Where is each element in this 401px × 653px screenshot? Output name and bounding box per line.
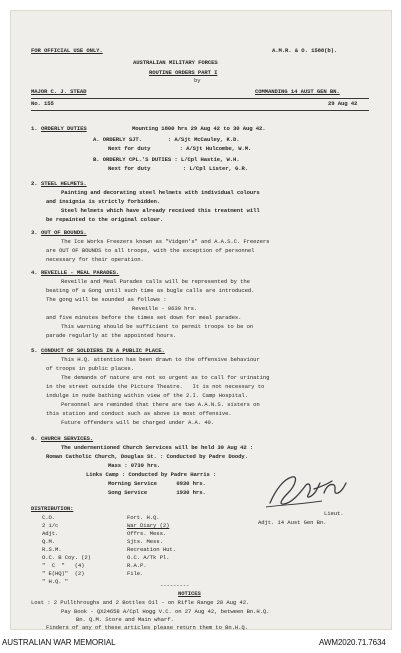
section-3-line: necessary for their operation. (46, 256, 144, 263)
section-1-title: ORDERLY DUTIES (41, 125, 87, 132)
notice-line: Pay Book - QX24658 A/Cpl Hogg V.C. on 27 Aug 42, between Bn.H.Q. (61, 608, 270, 615)
organisation-heading: AUSTRALIAN MILITARY FORCES (133, 59, 218, 66)
section-3-number: 3. (31, 229, 38, 236)
major-name: MAJOR C. J. STEAD (31, 88, 87, 95)
header-divider-2 (31, 110, 369, 111)
notices-title: NOTICES (178, 590, 201, 597)
section-2-line: Painting and decorating steel helmets with individual colours (61, 189, 260, 196)
distribution-left-item: Adjt. (42, 530, 59, 537)
distribution-left-item: 2 i/c (42, 522, 59, 529)
signature-rank: Lieut. (324, 510, 344, 517)
notice-line: Lost : 2 Pullthroughs and 2 Bottles Oil - on Rifle Range 28 Aug 42. (31, 599, 250, 606)
header-divider (31, 98, 369, 99)
section-5-title: CONDUCT OF SOLDIERS IN A PUBLIC PLACE. (41, 347, 165, 354)
distribution-left-item: " C " (4) (42, 562, 85, 569)
handwritten-signature (262, 471, 348, 511)
distribution-right-item: Sjts. Mess. (127, 538, 163, 545)
section-2-line: be repainted to the original colour. (46, 216, 164, 223)
section-1-line: B. ORDERLY CPL.'S DUTIES : L/Cpl Hastie, W.H. (93, 156, 240, 163)
section-4-line: Reveille and Meal Parades calls will be represented by the (61, 278, 250, 285)
section-5-line: in the street outside the Picture Theatre. It is not necessary to (46, 383, 265, 390)
distribution-left-item: C.O. (42, 514, 56, 521)
distribution-right-item: War Diary (2) (127, 522, 170, 529)
section-4-line: This warning should be sufficient to permit troops to be on (61, 323, 254, 330)
archive-name: AUSTRALIAN WAR MEMORIAL (2, 638, 116, 647)
section-6-line: Song Service 1930 hrs. (108, 489, 206, 496)
distribution-left-item: R.S.M. (42, 546, 62, 553)
distribution-left-item: " E(HQ)" (2) (42, 570, 85, 577)
by-label: by (194, 77, 201, 84)
section-4-title: REVEILLE - MEAL PARADES. (41, 269, 120, 276)
distribution-left-item: O.C. B Coy. (2) (42, 554, 91, 561)
section-1-line: Next for duty : L/Cpl Lister, G.R. (108, 165, 249, 172)
section-6-number: 6. (31, 435, 38, 442)
section-5-line: indulge in nude bathing within view of the 2.I. Camp Hospital. (46, 392, 248, 399)
distribution-right-item: File. (127, 570, 144, 577)
section-4-line: parade regularly at the appointed hours. (46, 332, 177, 339)
distribution-right-item: R.A.P. (127, 562, 147, 569)
distribution-right-item: Fort. H.Q. (127, 514, 160, 521)
distribution-left-item: Q.M. (42, 538, 56, 545)
section-6-line: Links Camp : Conducted by Padre Harris : (86, 471, 217, 478)
section-3-title: OUT OF BOUNDS. (41, 229, 87, 236)
archive-footer (0, 633, 401, 653)
official-use-label: FOR OFFICIAL USE ONLY. (31, 47, 103, 54)
archive-reference: AWM2020.71.7634 (319, 638, 386, 647)
section-1-intro: Mounting 1800 hrs 29 Aug 42 to 30 Aug 42. (132, 125, 266, 132)
form-reference: A.M.R. & O. 1588(b). (272, 47, 338, 54)
section-2-number: 2. (31, 180, 38, 187)
distribution-left-item: " H.Q. " (42, 578, 69, 585)
notice-line: Bn. Q.M. Store and Main wharf. (76, 616, 174, 623)
section-5-line: The demands of nature are not so urgent as to call for urinating (61, 374, 270, 381)
section-1-line: A. ORDERLY SJT. : A/Sjt McCauley, K.D. (93, 136, 240, 143)
section-4-line: The gong will be sounded as follows : (46, 296, 167, 303)
section-5-line: This H.Q. attention has been drawn to the offensive behaviour (61, 356, 260, 363)
order-date: 29 Aug 42 (328, 100, 358, 107)
section-6-line: Mass : 0730 hrs. (108, 462, 161, 469)
section-6-line: Morning Service 0930 hrs. (108, 480, 206, 487)
commanding-label: COMMANDING 14 AUST GEN BN. (255, 88, 340, 95)
section-1-number: 1. (31, 125, 38, 132)
distribution-title: DISTRIBUTION: (31, 505, 74, 512)
separator-line: --------- (160, 582, 190, 589)
section-6-title: CHURCH SERVICES. (41, 435, 94, 442)
document-title: ROUTINE ORDERS PART I (149, 69, 218, 76)
section-2-line: and insignia is strictly forbidden. (46, 198, 160, 205)
section-4-line: Reveille - 0630 hrs. (132, 305, 198, 312)
section-5-line: Future offenders will be charged under A.A. 40. (61, 419, 215, 426)
order-number: No. 155 (31, 100, 54, 107)
distribution-right-item: O.C. A/Tk Pl. (127, 554, 170, 561)
section-3-line: The Ice Works Freezers known as "Vidgen's" and A.A.S.C. Freezers (61, 238, 270, 245)
section-6-line: The undermentioned Church Services will be held 30 Aug 42 : (61, 444, 254, 451)
section-5-line: this station and conduct such as above is most offensive. (46, 410, 232, 417)
notice-line: Finders of any of these articles please return them to Bn.H.Q. (46, 624, 248, 631)
section-3-line: are OUT OF BOUNDS to all troops, with the exception of personnel (46, 247, 255, 254)
section-6-line: Roman Catholic Church, Douglas St. : Conducted by Padre Doody. (46, 453, 248, 460)
signature-role: Adjt. 14 Aust Gen Bn. (258, 519, 327, 526)
section-2-title: STEEL HELMETS. (41, 180, 87, 187)
distribution-right-item: Offrs. Mess. (127, 530, 167, 537)
distribution-right-item: Recreation Hut. (127, 546, 176, 553)
section-5-line: of troops in public places. (46, 365, 134, 372)
section-5-number: 5. (31, 347, 38, 354)
section-4-number: 4. (31, 269, 38, 276)
section-1-line: Next for duty : A/Sjt Hulcombe, W.M. (108, 145, 252, 152)
section-4-line: and five minutes before the times set down for meal parades. (46, 314, 242, 321)
section-4-line: beating of a Gong until such time as bugle calls are introduced. (46, 287, 255, 294)
section-5-line: Personnel are reminded that there are two A.A.N.S. sisters on (61, 401, 260, 408)
section-2-line: Steel helmets which have already received this treatment will (61, 207, 260, 214)
